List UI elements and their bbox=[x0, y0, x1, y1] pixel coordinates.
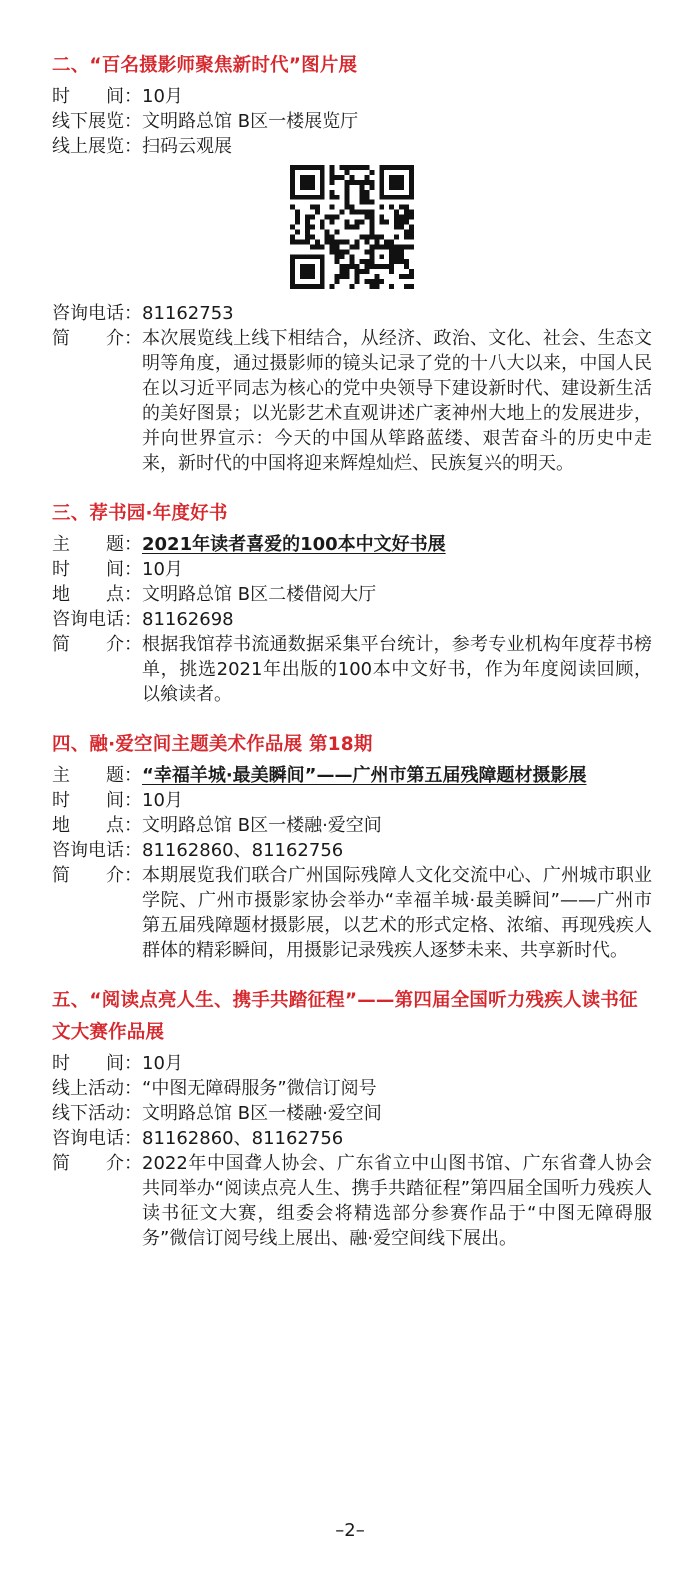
row-value: 10月 bbox=[142, 790, 183, 811]
row-value-theme: “幸福羊城·最美瞬间”——广州市第五届残障题材摄影展 bbox=[142, 765, 587, 786]
row-value: 10月 bbox=[142, 86, 183, 107]
row-label: 咨询电话： bbox=[52, 609, 142, 630]
info-row-offline bbox=[52, 1101, 652, 1126]
info-row-phone bbox=[52, 301, 652, 326]
row-label: 时 间： bbox=[52, 559, 142, 580]
info-row-intro bbox=[52, 632, 652, 707]
row-value: 81162860、81162756 bbox=[142, 840, 344, 861]
row-label: 线上展览： bbox=[52, 136, 142, 157]
info-row-intro bbox=[52, 1151, 652, 1251]
section-annual-books bbox=[52, 498, 652, 707]
row-label: 地 点： bbox=[52, 815, 142, 836]
row-label: 简 介： bbox=[52, 1153, 142, 1174]
info-row-time bbox=[52, 788, 652, 813]
row-label: 地 点： bbox=[52, 584, 142, 605]
section-art-exhibition bbox=[52, 729, 652, 963]
row-value: 扫码云观展 bbox=[142, 136, 232, 157]
row-value: 本期展览我们联合广州国际残障人文化交流中心、广州城市职业学院、广州市摄影家协会举办“幸福羊城·最美瞬间”——广州市第五届残障题材摄影展，以艺术的形式定格、浓缩、再现残疾人群体的精彩瞬间，用摄影记录残疾人逐梦未来、共享新时代。 bbox=[142, 865, 652, 961]
row-label: 咨询电话： bbox=[52, 303, 142, 324]
row-label: 时 间： bbox=[52, 1053, 142, 1074]
row-label: 线上活动： bbox=[52, 1078, 142, 1099]
row-label: 线下展览： bbox=[52, 111, 142, 132]
info-row-intro bbox=[52, 326, 652, 476]
section-essay-exhibition bbox=[52, 985, 652, 1251]
section-title: 二、“百名摄影师聚焦新时代”图片展 bbox=[52, 55, 358, 76]
info-row-place bbox=[52, 813, 652, 838]
row-value: 81162860、81162756 bbox=[142, 1128, 344, 1149]
row-value: “中图无障碍服务”微信订阅号 bbox=[142, 1078, 377, 1099]
row-value: 本次展览线上线下相结合，从经济、政治、文化、社会、生态文明等角度，通过摄影师的镜头记录了党的十八大以来，中国人民在以习近平同志为核心的党中央领导下建设新时代、建设新生活的美好图景；以光影艺术直观讲述广袤神州大地上的发展进步，并向世界宣示：今天的中国从筚路蓝缕、艰苦奋斗的历史中走来，新时代的中国将迎来辉煌灿烂、民族复兴的明天。 bbox=[142, 328, 652, 474]
row-label: 时 间： bbox=[52, 86, 142, 107]
row-value: 文明路总馆 B区二楼借阅大厅 bbox=[142, 584, 377, 605]
info-row-theme bbox=[52, 532, 652, 557]
info-row-place bbox=[52, 582, 652, 607]
row-value: 根据我馆荐书流通数据采集平台统计，参考专业机构年度荐书榜单，挑选2021年出版的100本中文好书，作为年度阅读回顾，以飨读者。 bbox=[142, 634, 652, 705]
row-value: 2022年中国聋人协会、广东省立中山图书馆、广东省聋人协会共同举办“阅读点亮人生、携手共踏征程”第四届全国听力残疾人读书征文大赛，组委会将精选部分参赛作品于“中图无障碍服务”微信订阅号线上展出、融·爱空间线下展出。 bbox=[142, 1153, 652, 1249]
row-label: 主 题： bbox=[52, 765, 142, 786]
info-row-time bbox=[52, 557, 652, 582]
info-row-offline bbox=[52, 109, 652, 134]
row-label: 时 间： bbox=[52, 790, 142, 811]
row-label: 简 介： bbox=[52, 634, 142, 655]
document-page bbox=[52, 50, 652, 1273]
row-label: 简 介： bbox=[52, 328, 142, 349]
info-row-time bbox=[52, 1051, 652, 1076]
section-photo-exhibition bbox=[52, 50, 652, 476]
row-label: 咨询电话： bbox=[52, 840, 142, 861]
info-row-phone bbox=[52, 607, 652, 632]
info-row-theme bbox=[52, 763, 652, 788]
info-row-intro bbox=[52, 863, 652, 963]
row-label: 主 题： bbox=[52, 534, 142, 555]
section-title: 四、融·爱空间主题美术作品展 第18期 bbox=[52, 734, 373, 755]
section-title: 五、“阅读点亮人生、携手共踏征程”——第四届全国听力残疾人读书征文大赛作品展 bbox=[52, 990, 638, 1043]
section-title: 三、荐书园·年度好书 bbox=[52, 503, 228, 524]
row-value-theme: 2021年读者喜爱的100本中文好书展 bbox=[142, 534, 446, 555]
row-value: 文明路总馆 B区一楼融·爱空间 bbox=[142, 815, 382, 836]
info-row-phone bbox=[52, 838, 652, 863]
row-label: 线下活动： bbox=[52, 1103, 142, 1124]
row-label: 简 介： bbox=[52, 865, 142, 886]
info-row-phone bbox=[52, 1126, 652, 1151]
row-value: 81162753 bbox=[142, 303, 234, 324]
qr-code-icon[interactable] bbox=[290, 165, 414, 289]
row-value: 10月 bbox=[142, 1053, 183, 1074]
row-value: 文明路总馆 B区一楼融·爱空间 bbox=[142, 1103, 382, 1124]
info-row-online bbox=[52, 134, 652, 159]
info-row-online bbox=[52, 1076, 652, 1101]
row-value: 10月 bbox=[142, 559, 183, 580]
row-label: 咨询电话： bbox=[52, 1128, 142, 1149]
info-row-time bbox=[52, 84, 652, 109]
row-value: 文明路总馆 B区一楼展览厅 bbox=[142, 111, 359, 132]
row-value: 81162698 bbox=[142, 609, 234, 630]
page-number: –2– bbox=[335, 1520, 365, 1541]
